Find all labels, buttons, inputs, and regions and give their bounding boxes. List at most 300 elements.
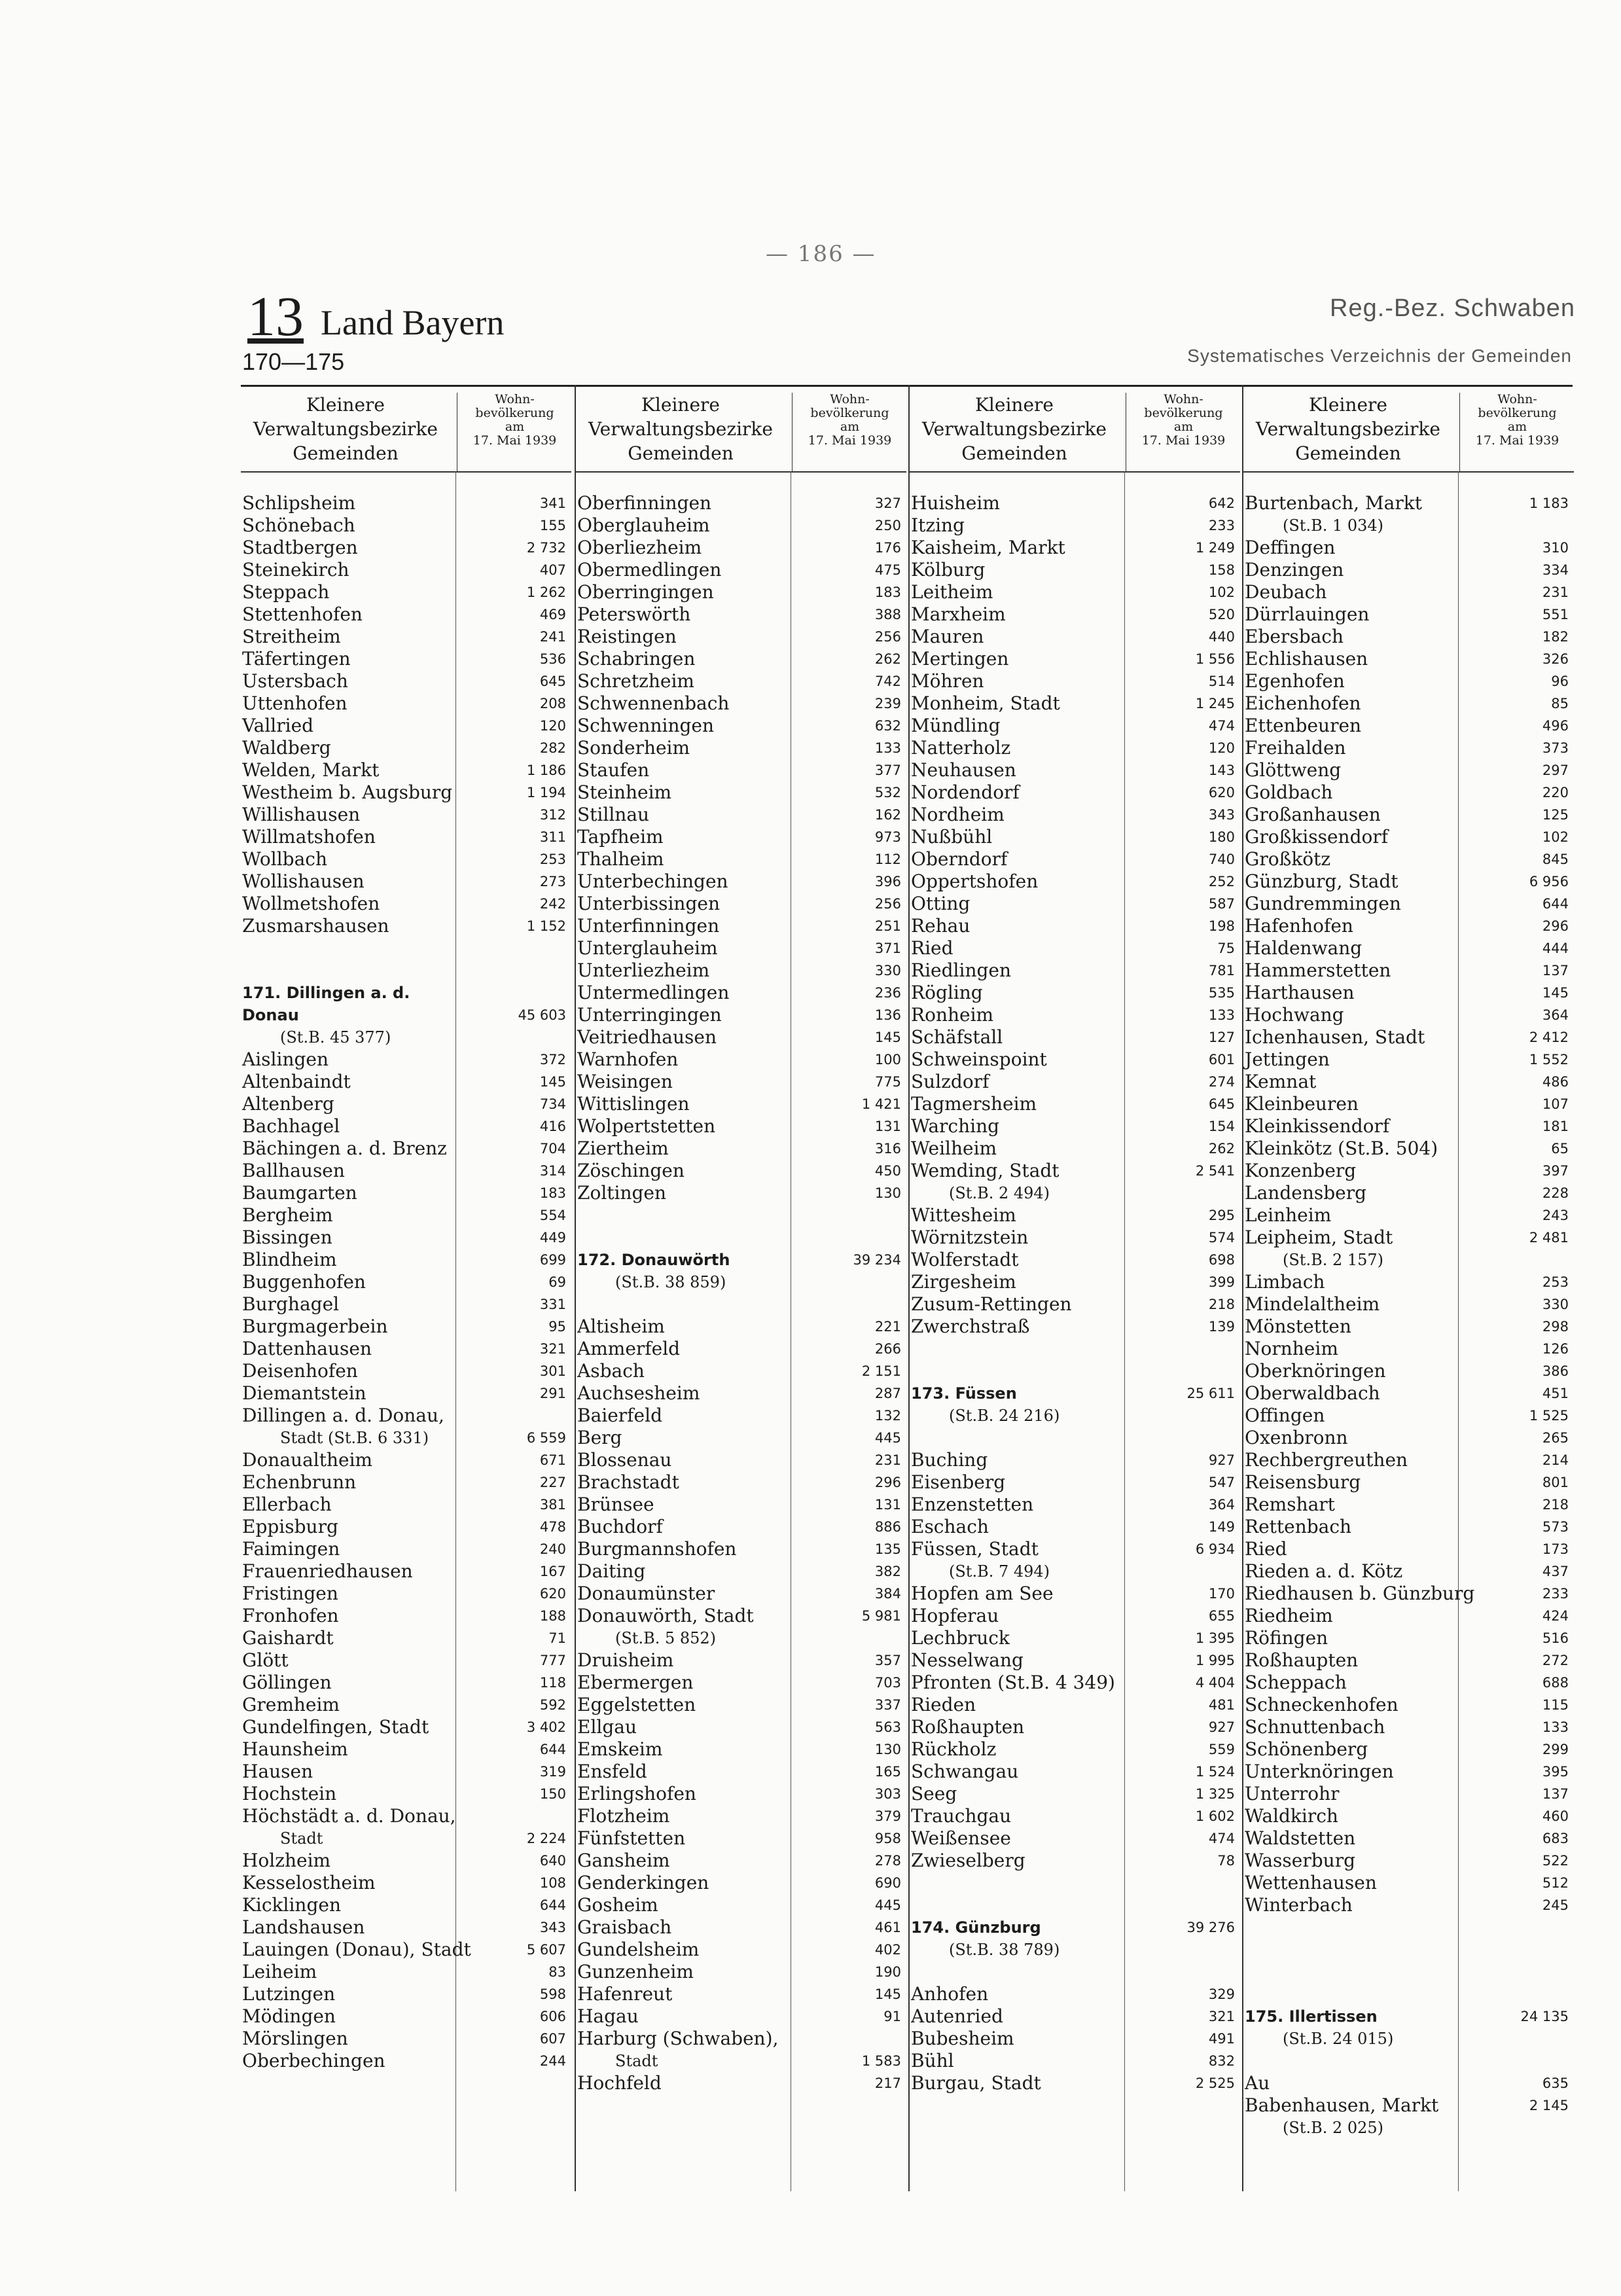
municipality-name: Gremheim [242, 1694, 340, 1715]
population-value: 107 [1542, 1096, 1569, 1112]
municipality-name: Wörnitzstein [911, 1227, 1029, 1248]
municipality-name: Baumgarten [242, 1182, 357, 1204]
population-value: 220 [1542, 785, 1569, 800]
municipality-name: Fronhofen [242, 1605, 339, 1626]
municipality-name: Welden, Markt [242, 759, 380, 781]
municipality-name: Schlipsheim [242, 492, 356, 514]
municipality-name: Altenbaindt [242, 1071, 351, 1092]
population-value: 341 [539, 495, 566, 511]
municipality-name: Staufen [577, 759, 650, 781]
population-value: 399 [1208, 1274, 1235, 1290]
header-line: Verwaltungsbezirke [922, 418, 1107, 440]
table-row [910, 603, 1240, 626]
table-row [241, 804, 571, 826]
population-value: 445 [874, 1897, 901, 1913]
population-value: 231 [1542, 584, 1569, 600]
table-row [1243, 1316, 1574, 1338]
population-value: 6 559 [526, 1430, 566, 1446]
municipality-name: Bühl [911, 2050, 954, 2072]
table-row [241, 1538, 571, 1560]
header-line: 17. Mai 1939 [808, 433, 892, 448]
municipality-name: Buching [911, 1449, 988, 1471]
header-name [1243, 393, 1453, 465]
table-row [576, 1583, 906, 1605]
municipality-name: Echlishausen [1245, 648, 1368, 670]
population-value: 118 [539, 1675, 566, 1691]
table-row [1243, 960, 1574, 982]
population-value: 112 [874, 852, 901, 867]
table-row [1243, 1382, 1574, 1405]
population-value: 39 276 [1186, 1920, 1235, 1935]
population-value: 958 [874, 1831, 901, 1846]
population-value: 445 [874, 1430, 901, 1446]
table-row [241, 1583, 571, 1605]
municipality-name: Daiting [577, 1560, 646, 1582]
municipality-name: Schwennenbach [577, 692, 730, 714]
table-row [1243, 626, 1574, 648]
header-population [457, 393, 572, 471]
table-row [576, 1983, 906, 2005]
population-value: 217 [874, 2075, 901, 2091]
population-value: 1 552 [1529, 1052, 1569, 1067]
municipality-name: Nesselwang [911, 1649, 1024, 1671]
municipality-name: Rieden [911, 1694, 976, 1715]
table-row [241, 1649, 571, 1672]
header-line: Gemeinden [293, 442, 399, 464]
table-row [910, 692, 1240, 715]
column-header [576, 385, 906, 473]
municipality-name: Brünsee [577, 1494, 654, 1515]
municipality-name: Reistingen [577, 626, 677, 647]
population-value: 645 [1208, 1096, 1235, 1112]
municipality-name: Burgmagerbein [242, 1316, 388, 1337]
table-row [910, 537, 1240, 559]
municipality-name: Hafenhofen [1245, 915, 1353, 937]
municipality-name: Rieden a. d. Kötz [1245, 1560, 1403, 1582]
municipality-name: Unterbechingen [577, 870, 728, 892]
population-value: 449 [539, 1230, 566, 1246]
municipality-name: Blossenau [577, 1449, 672, 1471]
population-value: 265 [1542, 1430, 1569, 1446]
population-value: 5 607 [526, 1942, 566, 1958]
population-value: 278 [874, 1853, 901, 1869]
municipality-name: Stadt (St.B. 6 331) [280, 1429, 429, 1447]
population-value: 330 [1542, 1297, 1569, 1312]
table-row [241, 1427, 571, 1449]
municipality-name: Otting [911, 893, 971, 914]
municipality-name: Oberbechingen [242, 2050, 385, 2072]
district-row [1243, 2005, 1574, 2028]
table-row [910, 1471, 1240, 1494]
municipality-name: Roßhaupten [911, 1716, 1025, 1738]
municipality-name: Großkötz [1245, 848, 1331, 870]
table-row [576, 1160, 906, 1182]
table-row [576, 581, 906, 603]
municipality-name: Ammerfeld [577, 1338, 681, 1359]
table-row [241, 603, 571, 626]
population-value: 296 [874, 1475, 901, 1490]
population-value: 927 [1208, 1452, 1235, 1468]
population-value: 703 [874, 1675, 901, 1691]
table-row [1243, 1827, 1574, 1850]
table-row [1243, 1494, 1574, 1516]
table-row [1243, 1182, 1574, 1204]
municipality-name: Mönstetten [1245, 1316, 1351, 1337]
population-value: 2 151 [861, 1363, 901, 1379]
municipality-name: Ried [911, 937, 953, 959]
population-value: 311 [539, 829, 566, 845]
district-row [910, 1382, 1240, 1405]
municipality-name: Kesselostheim [242, 1872, 376, 1893]
municipality-name: Oberfinningen [577, 492, 712, 514]
table-row [1243, 737, 1574, 759]
municipality-name: Reisensburg [1245, 1471, 1361, 1493]
population-value: 642 [1208, 495, 1235, 511]
table-row [241, 1605, 571, 1627]
population-value: 133 [1208, 1007, 1235, 1023]
population-value: 496 [1542, 718, 1569, 734]
header-name [576, 393, 785, 465]
table-row [910, 982, 1240, 1004]
table-row [1243, 1449, 1574, 1471]
header-line: Kleinere [306, 394, 385, 416]
population-value: 382 [874, 1564, 901, 1579]
population-value: 832 [1208, 2053, 1235, 2069]
population-value: 135 [874, 1541, 901, 1557]
municipality-name: Ellgau [577, 1716, 637, 1738]
table-number: 13 [247, 285, 304, 348]
table-row [910, 648, 1240, 670]
municipality-name: 174. Günzburg [911, 1918, 1041, 1937]
population-value: 321 [1208, 2009, 1235, 2024]
table-row [241, 1026, 571, 1049]
population-value: 334 [1542, 562, 1569, 578]
table-row [1243, 1427, 1574, 1449]
population-value: 461 [874, 1920, 901, 1935]
table-row [910, 1939, 1240, 1961]
population-value: 239 [874, 696, 901, 711]
municipality-name: Ried [1245, 1538, 1287, 1560]
header-line: Wohn- [1164, 392, 1203, 406]
table-row [241, 1138, 571, 1160]
population-value: 424 [1542, 1608, 1569, 1624]
table-row [1243, 1293, 1574, 1316]
table-row [576, 759, 906, 781]
table-row [576, 559, 906, 581]
table-row [910, 2028, 1240, 2050]
population-value: 154 [1208, 1119, 1235, 1134]
table-row [576, 1560, 906, 1583]
table-row [1243, 537, 1574, 559]
population-value: 1 152 [526, 918, 566, 934]
table-row [576, 1961, 906, 1983]
municipality-name: Hagau [577, 2005, 639, 2027]
table-row [910, 1538, 1240, 1560]
table-row [241, 826, 571, 848]
population-value: 132 [874, 1408, 901, 1424]
population-value: 221 [874, 1319, 901, 1335]
population-value: 1 245 [1195, 696, 1235, 711]
municipality-name: Mindelaltheim [1245, 1293, 1380, 1315]
table-row [1243, 1583, 1574, 1605]
table-row [576, 1783, 906, 1805]
district-row [910, 1916, 1240, 1939]
population-value: 170 [1208, 1586, 1235, 1602]
population-value: 364 [1208, 1497, 1235, 1513]
municipality-name: Burghagel [242, 1293, 340, 1315]
municipality-name: Zwieselberg [911, 1850, 1025, 1871]
table-row [1243, 2072, 1574, 2094]
population-value: 231 [874, 1452, 901, 1468]
table-row [910, 960, 1240, 982]
table-row [241, 937, 571, 960]
municipality-name: Thalheim [577, 848, 664, 870]
municipality-name: Eisenberg [911, 1471, 1006, 1493]
population-value: 460 [1542, 1808, 1569, 1824]
population-value: 407 [539, 562, 566, 578]
population-value: 242 [539, 896, 566, 912]
municipality-name: 175. Illertissen [1245, 2007, 1378, 2026]
population-value: 1 602 [1195, 1808, 1235, 1824]
municipality-name: Pfronten (St.B. 4 349) [911, 1672, 1115, 1693]
population-value: 316 [874, 1141, 901, 1157]
table-row [910, 581, 1240, 603]
table-row [910, 1271, 1240, 1293]
table-row [910, 1694, 1240, 1716]
population-value: 512 [1542, 1875, 1569, 1891]
table-row [241, 1093, 571, 1115]
municipality-name: Gundelfingen, Stadt [242, 1716, 429, 1738]
table-row [1243, 603, 1574, 626]
population-value: 655 [1208, 1608, 1235, 1624]
municipality-name: Tagmersheim [911, 1093, 1037, 1115]
table-row [576, 848, 906, 870]
municipality-name: Druisheim [577, 1649, 674, 1671]
municipality-name: Täfertingen [242, 648, 351, 670]
table-row [576, 692, 906, 715]
table-row [910, 1227, 1240, 1249]
table-row [910, 1605, 1240, 1627]
table-row [910, 915, 1240, 937]
population-value: 486 [1542, 1074, 1569, 1090]
table-row [910, 1783, 1240, 1805]
municipality-name: Ellerbach [242, 1494, 332, 1515]
header-population [1126, 393, 1241, 471]
header-line: 17. Mai 1939 [472, 433, 557, 448]
population-value: 102 [1208, 584, 1235, 600]
municipality-name: Zusmarshausen [242, 915, 389, 937]
table-row [576, 804, 906, 826]
population-value: 1 183 [1529, 495, 1569, 511]
municipality-name: Bächingen a. d. Brenz [242, 1138, 447, 1159]
population-value: 1 995 [1195, 1653, 1235, 1668]
municipality-name: Ronheim [911, 1004, 994, 1026]
table-row [910, 804, 1240, 826]
municipality-name: Graisbach [577, 1916, 672, 1938]
column-2 [575, 385, 906, 2191]
municipality-name: Glött [242, 1649, 289, 1671]
municipality-name: Kleinbeuren [1245, 1093, 1359, 1115]
column-1 [241, 385, 571, 2191]
population-value: 312 [539, 807, 566, 823]
table-row [1243, 781, 1574, 804]
table-row [1243, 759, 1574, 781]
table-row [1243, 1516, 1574, 1538]
header-line: bevölkerung [1478, 406, 1557, 420]
population-value: 563 [874, 1719, 901, 1735]
header-line: am [1173, 420, 1194, 434]
population-value: 645 [539, 673, 566, 689]
municipality-name: (St.B. 38 789) [949, 1941, 1060, 1959]
municipality-name: Ziertheim [577, 1138, 669, 1159]
table-row [910, 1405, 1240, 1427]
table-row [576, 1049, 906, 1071]
municipality-name: Kicklingen [242, 1894, 341, 1916]
municipality-name: Oberringingen [577, 581, 714, 603]
municipality-name: Asbach [577, 1360, 645, 1382]
table-row [576, 1093, 906, 1115]
table-row [910, 1961, 1240, 1983]
district-row [241, 982, 571, 1004]
header-name [910, 393, 1119, 465]
population-value: 136 [874, 1007, 901, 1023]
municipality-name: Freihalden [1245, 737, 1346, 759]
header-line: am [1507, 420, 1527, 434]
table-row [241, 1249, 571, 1271]
municipality-name: Bergheim [242, 1204, 333, 1226]
municipality-name: Oxenbronn [1245, 1427, 1348, 1448]
population-value: 139 [1208, 1319, 1235, 1335]
population-value: 6 956 [1529, 874, 1569, 889]
municipality-name: Kölburg [911, 559, 986, 581]
population-value: 173 [1542, 1541, 1569, 1557]
table-row [1243, 1716, 1574, 1738]
municipality-name: Schnuttenbach [1245, 1716, 1385, 1738]
population-value: 145 [874, 1030, 901, 1045]
municipality-name: Schretzheim [577, 670, 694, 692]
municipality-name: Sonderheim [577, 737, 690, 759]
municipality-name: Riedheim [1245, 1605, 1333, 1626]
population-value: 644 [1542, 896, 1569, 912]
municipality-name: Wettenhausen [1245, 1872, 1377, 1893]
table-row [576, 1449, 906, 1471]
table-row [576, 1360, 906, 1382]
table-row [576, 1716, 906, 1738]
table-row [241, 648, 571, 670]
population-value: 704 [539, 1141, 566, 1157]
municipality-name: Burtenbach, Markt [1245, 492, 1422, 514]
population-value: 299 [1542, 1742, 1569, 1757]
municipality-name: Denzingen [1245, 559, 1344, 581]
population-value: 699 [539, 1252, 566, 1268]
header-line: Kleinere [641, 394, 720, 416]
table-row [241, 1316, 571, 1338]
population-value: 775 [874, 1074, 901, 1090]
table-row [1243, 1761, 1574, 1783]
population-value: 126 [1542, 1341, 1569, 1357]
population-value: 149 [1208, 1519, 1235, 1535]
header-line: Kleinere [1309, 394, 1387, 416]
municipality-name: Frauenriedhausen [242, 1560, 413, 1582]
municipality-name: Dürrlauingen [1245, 603, 1370, 625]
municipality-name: Waldberg [242, 737, 331, 759]
table-row [910, 937, 1240, 960]
table-row [576, 1916, 906, 1939]
population-value: 927 [1208, 1719, 1235, 1735]
table-row [576, 1672, 906, 1694]
table-row [576, 1427, 906, 1449]
table-row [576, 915, 906, 937]
municipality-name: Hochfeld [577, 2072, 662, 2094]
population-value: 1 262 [526, 584, 566, 600]
municipality-name: Hausen [242, 1761, 313, 1782]
table-row [1243, 1961, 1574, 1983]
municipality-name: Neuhausen [911, 759, 1016, 781]
table-row [910, 1204, 1240, 1227]
population-value: 145 [1542, 985, 1569, 1001]
table-row [241, 1872, 571, 1894]
population-value: 91 [883, 2009, 901, 2024]
population-value: 65 [1551, 1141, 1569, 1157]
population-value: 130 [874, 1742, 901, 1757]
table-row [1243, 1627, 1574, 1649]
table-row [576, 937, 906, 960]
population-value: 251 [874, 918, 901, 934]
population-value: 2 525 [1195, 2075, 1235, 2091]
population-value: 1 556 [1195, 651, 1235, 667]
population-value: 155 [539, 518, 566, 533]
municipality-name: Donaumünster [577, 1583, 715, 1604]
population-value: 145 [539, 1074, 566, 1090]
population-value: 182 [1542, 629, 1569, 645]
municipality-name: (St.B. 1 034) [1283, 516, 1384, 535]
municipality-name: Stadt [280, 1829, 323, 1848]
municipality-name: Weisingen [577, 1071, 673, 1092]
table-row [1243, 2117, 1574, 2139]
land-title: Land Bayern [321, 303, 505, 342]
municipality-name: Wollmetshofen [242, 893, 380, 914]
header-line: Wohn- [1497, 392, 1537, 406]
table-row [1243, 804, 1574, 826]
table-row [241, 1293, 571, 1316]
header-line: 17. Mai 1939 [1475, 433, 1559, 448]
municipality-name: Gundelsheim [577, 1939, 700, 1960]
table-row [241, 1939, 571, 1961]
municipality-name: Ebermergen [577, 1672, 694, 1693]
municipality-name: Rechbergreuthen [1245, 1449, 1408, 1471]
table-row [576, 737, 906, 759]
municipality-name: Babenhausen, Markt [1245, 2094, 1439, 2116]
population-value: 397 [1542, 1163, 1569, 1179]
table-row [1243, 1850, 1574, 1872]
municipality-name: Großanhausen [1245, 804, 1381, 825]
table-row [910, 1115, 1240, 1138]
population-value: 45 603 [518, 1007, 566, 1023]
header-line: am [505, 420, 525, 434]
table-row [241, 492, 571, 514]
population-value: 250 [874, 518, 901, 533]
municipality-name: Schönenberg [1245, 1738, 1368, 1760]
population-value: 108 [539, 1875, 566, 1891]
table-row [1243, 670, 1574, 692]
table-row [241, 915, 571, 937]
municipality-name: Huisheim [911, 492, 1000, 514]
population-value: 373 [1542, 740, 1569, 756]
population-value: 402 [874, 1942, 901, 1958]
table-row [241, 1494, 571, 1516]
table-row [1243, 1405, 1574, 1427]
table-row [241, 1405, 571, 1427]
